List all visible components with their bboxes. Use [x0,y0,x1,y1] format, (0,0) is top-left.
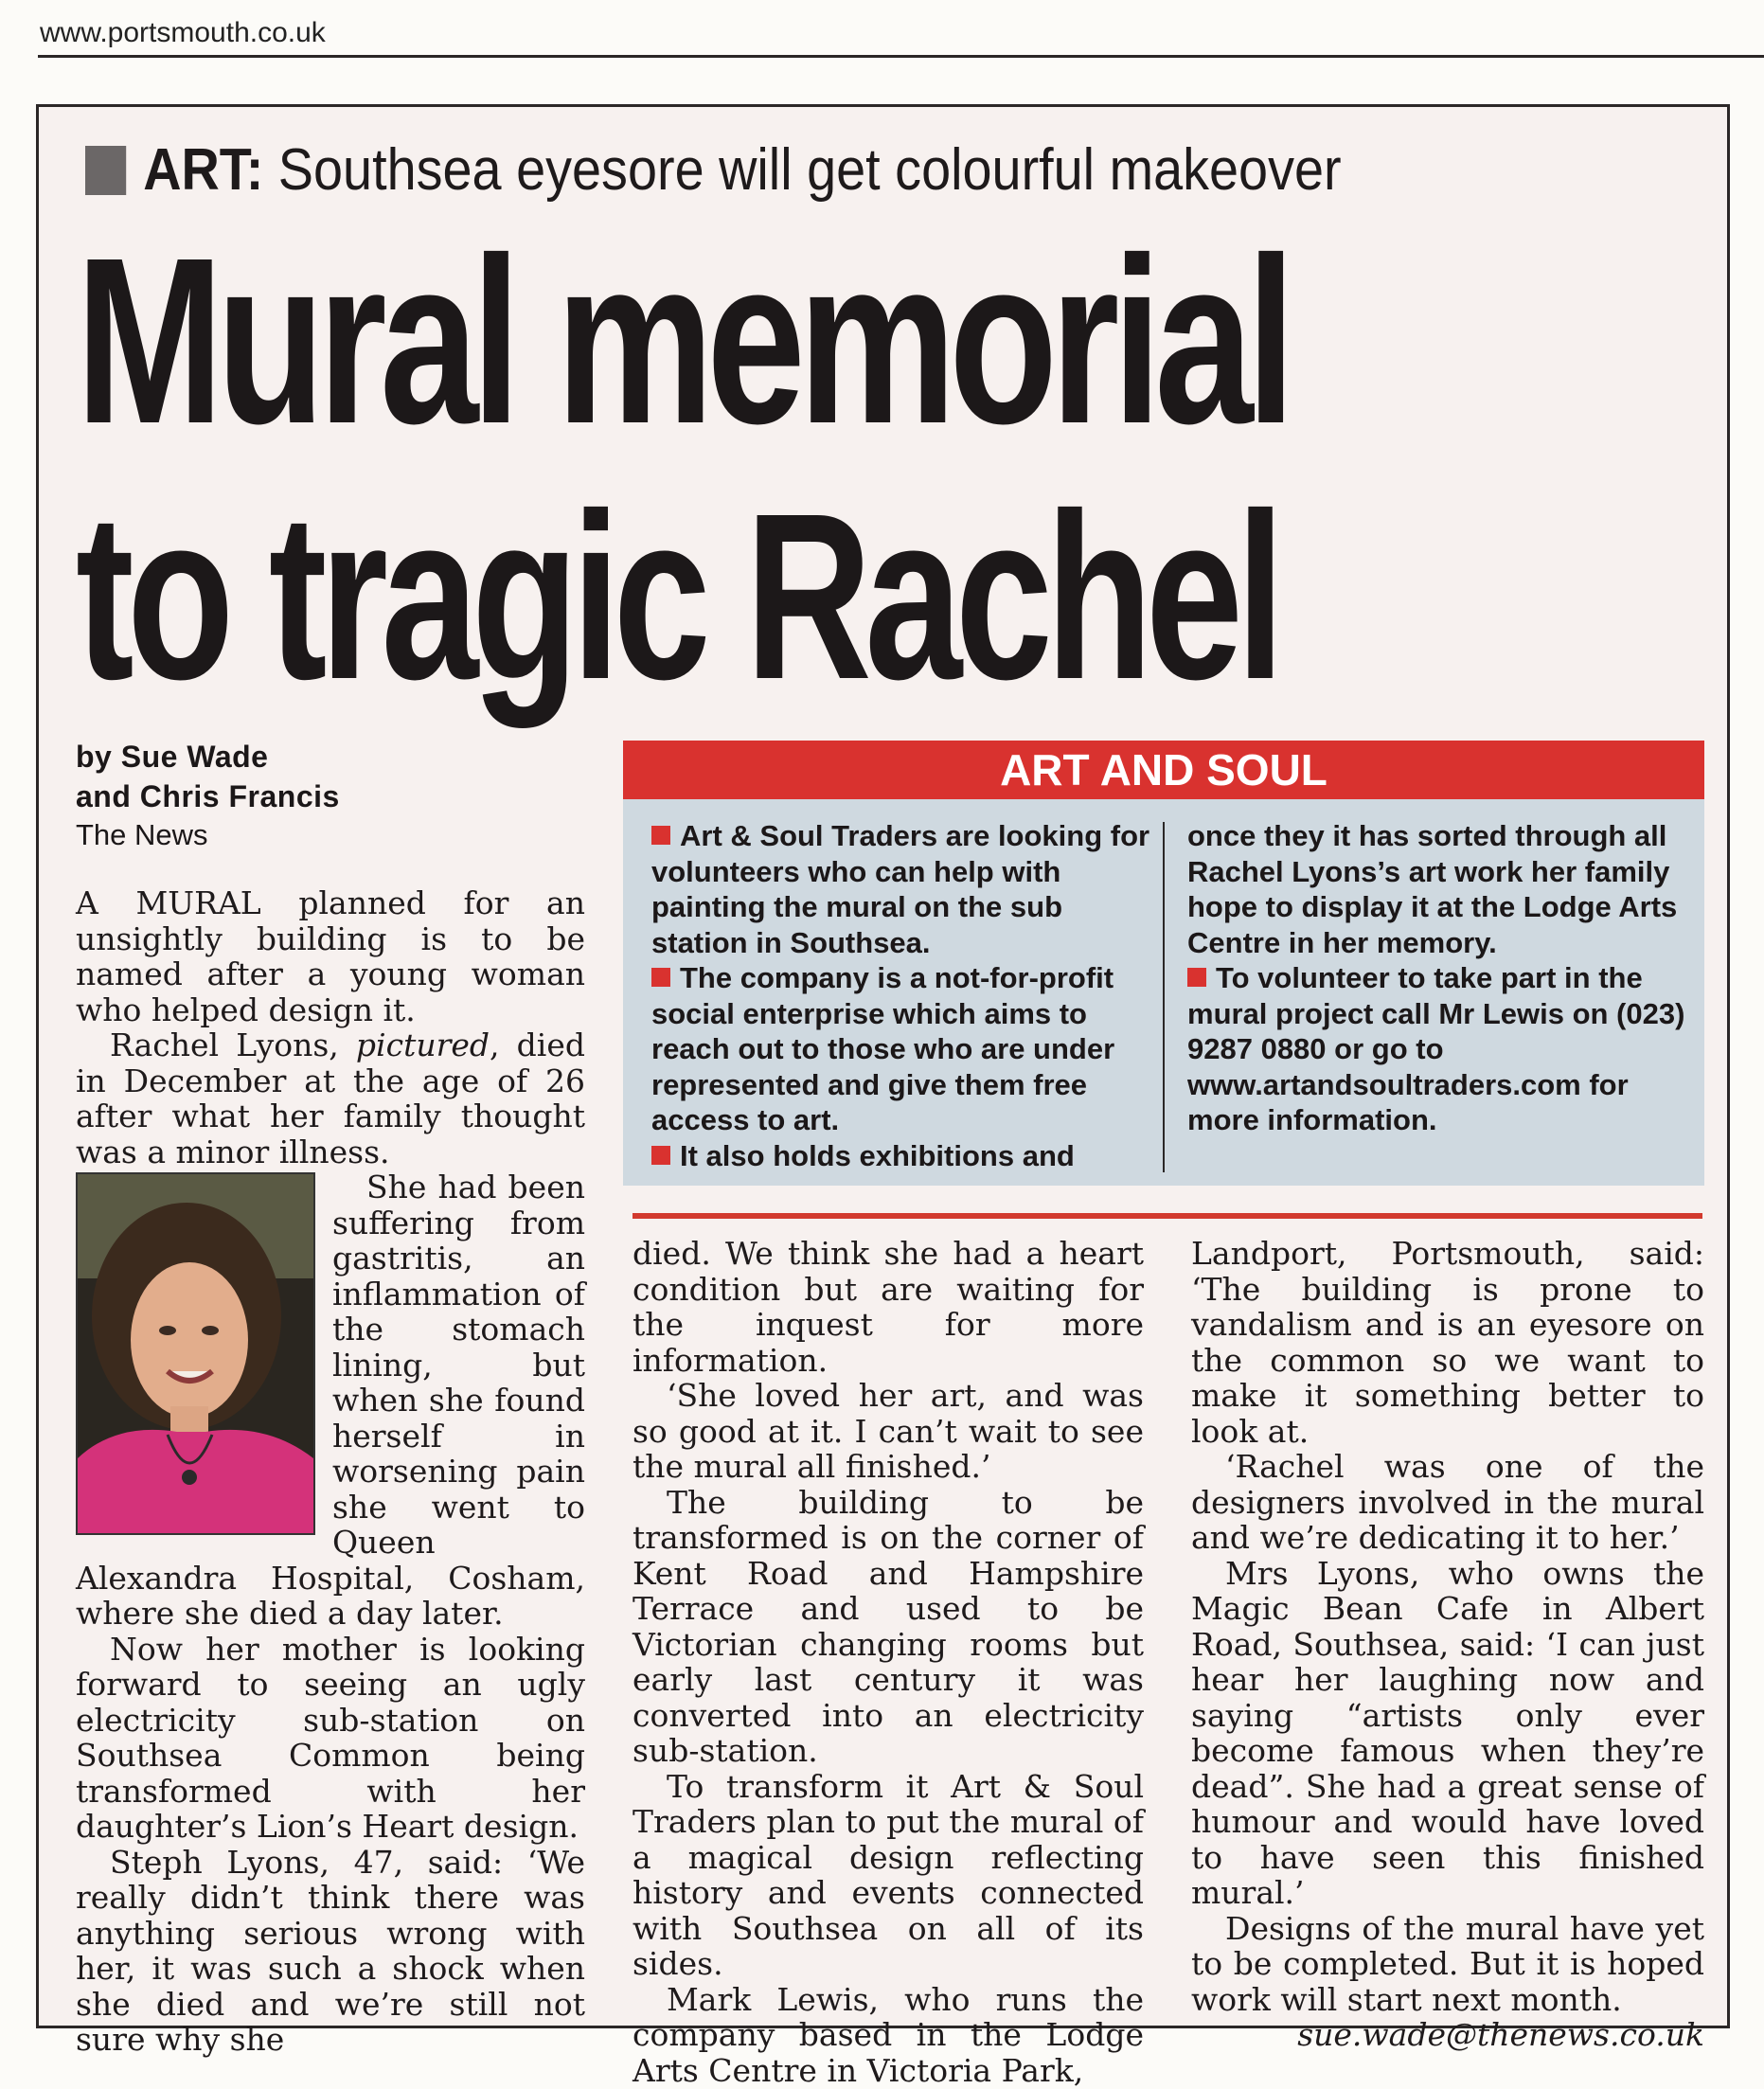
top-rule [38,55,1764,58]
article-paragraph: Designs of the mural have yet to be completed. But it is hoped work will start next month. [1191,1909,1704,2018]
byline-publication: The News [76,818,208,851]
article-paragraph: To transform it Art & Soul Traders plan to put the mural of a magical design reflecting history and events connected with Southsea on all of its sides. [633,1767,1144,1982]
sidebar-column-right [1187,818,1689,1138]
sidebar-title: ART AND SOUL [623,741,1704,799]
article-paragraph: She had been suffering from gastritis, an inflammation of the stomach lining, but when she found herself in worsening pain she went to Queen Alexandra Hospital, Cosham, where she died a day later. [76,1169,585,1632]
article-paragraph: died. We think she had a heart condition but are waiting for the inquest for more information. [633,1235,1144,1379]
art-and-soul-sidebar [623,741,1704,1186]
sidebar-item: To volunteer to take part in the mural project call Mr Lewis on (023) 9287 0880 or go to www.artandsoultraders.com for more information. [1187,961,1685,1136]
kicker-square-icon [85,146,126,195]
byline-author-2: and Chris Francis [76,779,340,813]
sidebar-item: It also holds exhibitions and [651,1138,1153,1174]
kicker-label: ART: [143,137,264,203]
red-bullet-icon [651,1146,670,1165]
article-paragraph: Mark Lewis, who runs the company based in the Lodge Arts Centre in Victoria Park, [633,1980,1144,2089]
article-paragraph: Now her mother is looking forward to seeing an ugly electricity sub-station on Southsea Common being transformed with her daughter’s Lion’s Heart design. [76,1630,585,1845]
red-bullet-icon [1187,968,1206,987]
red-rule [633,1213,1702,1219]
headline-line-1: Mural memorial [76,208,1289,473]
byline-author-1: by Sue Wade [76,740,269,774]
article-paragraph: Rachel Lyons, pictured, died in December at the age of 26 after what her family thought was a minor illness. [76,1027,585,1170]
sidebar-column-left [651,818,1153,1173]
article-paragraph: The building to be transformed is on the corner of Kent Road and Hampshire Terrace and used to be Victorian changing rooms but early last century it was converted into an electricity sub-station. [633,1483,1144,1769]
headline-line-2: to tragic Rachel [76,464,1278,728]
author-email: sue.wade@thenews.co.uk [1297,2016,1704,2053]
sidebar-item-continued: once they it has sorted through all Rachel Lyons’s art work her family hope to display it at the Lodge Arts Centre in her memory. [1187,819,1678,959]
red-bullet-icon [651,968,670,987]
article-paragraph: Landport, Portsmouth, said: ‘The building is prone to vandalism and is an eyesore on the common so we want to make it something better to look at. [1191,1235,1704,1450]
article-paragraph: Mrs Lyons, who owns the Magic Bean Cafe in Albert Road, Southsea, said: ‘I can just hear her laughing now and saying “artists only ever become famous when they’re dead”. She had a great sense of humour and would have loved to have seen this finished mural.’ [1191,1554,1704,1911]
red-bullet-icon [651,826,670,845]
article-paragraph: ‘Rachel was one of the designers involved in the mural and we’re dedicating it to her.’ [1191,1448,1704,1556]
byline [76,737,340,854]
article-column-1 [76,885,585,2058]
site-url: www.portsmouth.co.uk [40,17,326,48]
article-paragraph: ‘She loved her art, and was so good at it. I can’t wait to see the mural all finished.’ [633,1377,1144,1485]
sidebar-divider [1163,822,1165,1172]
kicker-text: Southsea eyesore will get colourful makeover [277,137,1342,203]
article-column-3 [1191,1236,1704,2053]
rachel-lyons-photo [76,1172,315,1535]
article-paragraph: A MURAL planned for an unsightly building is to be named after a young woman who helped design it. [76,884,585,1028]
sidebar-item: Art & Soul Traders are looking for volunteers who can help with painting the mural on the sub station in Southsea. [651,819,1150,959]
article-column-2 [633,1236,1144,2088]
article-paragraph: Steph Lyons, 47, said: ‘We really didn’t think there was anything serious wrong with her, it was such a shock when she died and we’re still not sure why she [76,1843,585,2058]
kicker [85,137,1342,204]
sidebar-item: The company is a not-for-profit social enterprise which aims to reach out to those who are under represented and give them free access to art. [651,961,1115,1136]
